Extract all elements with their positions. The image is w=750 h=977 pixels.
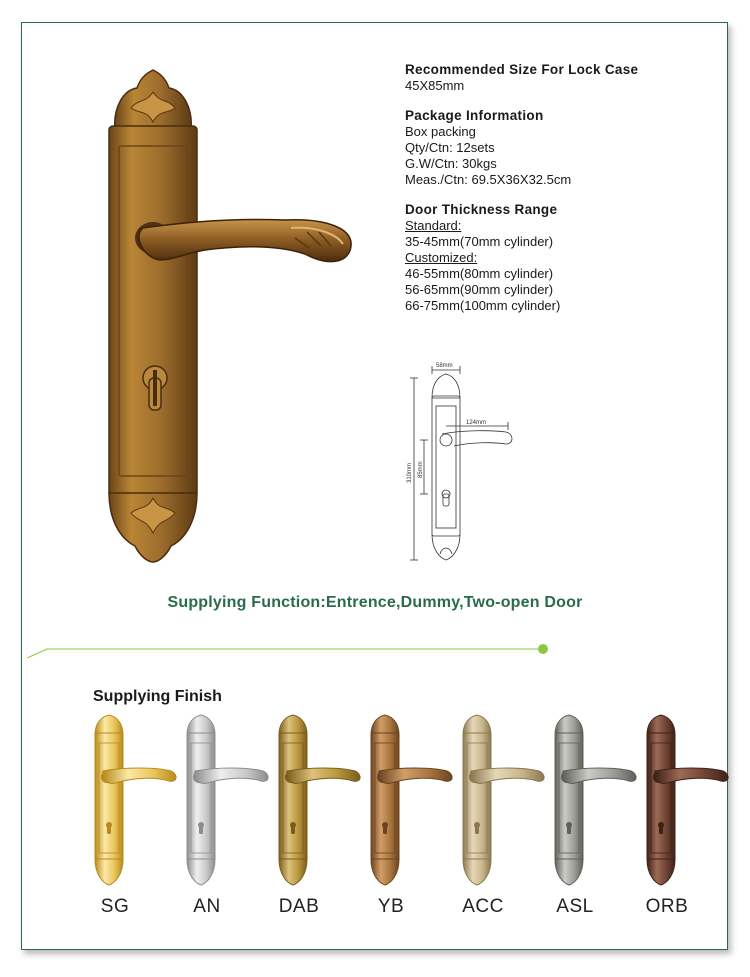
package-heading: Package Information <box>405 108 544 123</box>
finish-handle-image <box>637 713 732 888</box>
finish-code-label: SG <box>100 896 130 917</box>
package-line: Box packing <box>405 124 476 139</box>
finish-code-label: ACC <box>462 896 504 917</box>
customized-label: Customized: <box>405 250 478 265</box>
standard-label: Standard: <box>405 218 462 233</box>
package-line: Qty/Ctn: 12sets <box>405 140 495 155</box>
lock-case-block <box>405 62 705 94</box>
lock-case-heading: Recommended Size For Lock Case <box>405 62 639 77</box>
package-block <box>405 108 705 188</box>
finish-swatch-sg <box>85 713 155 928</box>
finish-swatch-dab <box>269 713 339 928</box>
finish-swatch-an <box>177 713 247 928</box>
finish-swatch-yb <box>361 713 431 928</box>
finish-code-label: ORB <box>645 896 689 917</box>
door-thickness-heading: Door Thickness Range <box>405 202 558 217</box>
lock-case-value: 45X85mm <box>405 78 465 93</box>
finish-code-label: YB <box>377 896 405 917</box>
finish-handle-image <box>269 713 364 888</box>
finish-handle-image <box>453 713 548 888</box>
spec-panel <box>405 62 705 328</box>
dim-height: 310mm <box>407 462 413 483</box>
dimension-drawing <box>402 358 522 568</box>
dim-width: 58mm <box>436 363 453 369</box>
finish-code-label: DAB <box>278 896 320 917</box>
finish-handle-image <box>177 713 272 888</box>
supplying-function-text: Supplying Function:Entrence,Dummy,Two-open Door <box>167 594 583 611</box>
supplying-finish-title: Supplying Finish <box>93 688 222 705</box>
finish-handle-image <box>85 713 180 888</box>
door-thickness-block <box>405 202 705 314</box>
finish-swatch-asl <box>545 713 615 928</box>
finish-code-label: AN <box>193 896 221 917</box>
standard-line: 35-45mm(70mm cylinder) <box>405 234 554 249</box>
finish-handle-image <box>545 713 640 888</box>
finish-code-label: ASL <box>556 896 594 917</box>
door-handle-image <box>95 68 365 563</box>
dim-handle: 124mm <box>466 420 487 426</box>
finish-swatch-acc <box>453 713 523 928</box>
customized-line: 56-65mm(90mm cylinder) <box>405 282 554 297</box>
finish-handle-image <box>361 713 456 888</box>
section-divider <box>27 640 552 660</box>
customized-line: 66-75mm(100mm cylinder) <box>405 298 561 313</box>
package-line: G.W/Ctn: 30kgs <box>405 156 497 171</box>
finish-swatch-orb <box>637 713 707 928</box>
finish-swatch-row <box>85 713 745 928</box>
package-line: Meas./Ctn: 69.5X36X32.5cm <box>405 172 572 187</box>
customized-line: 46-55mm(80mm cylinder) <box>405 266 554 281</box>
dim-center: 85mm <box>418 461 424 478</box>
